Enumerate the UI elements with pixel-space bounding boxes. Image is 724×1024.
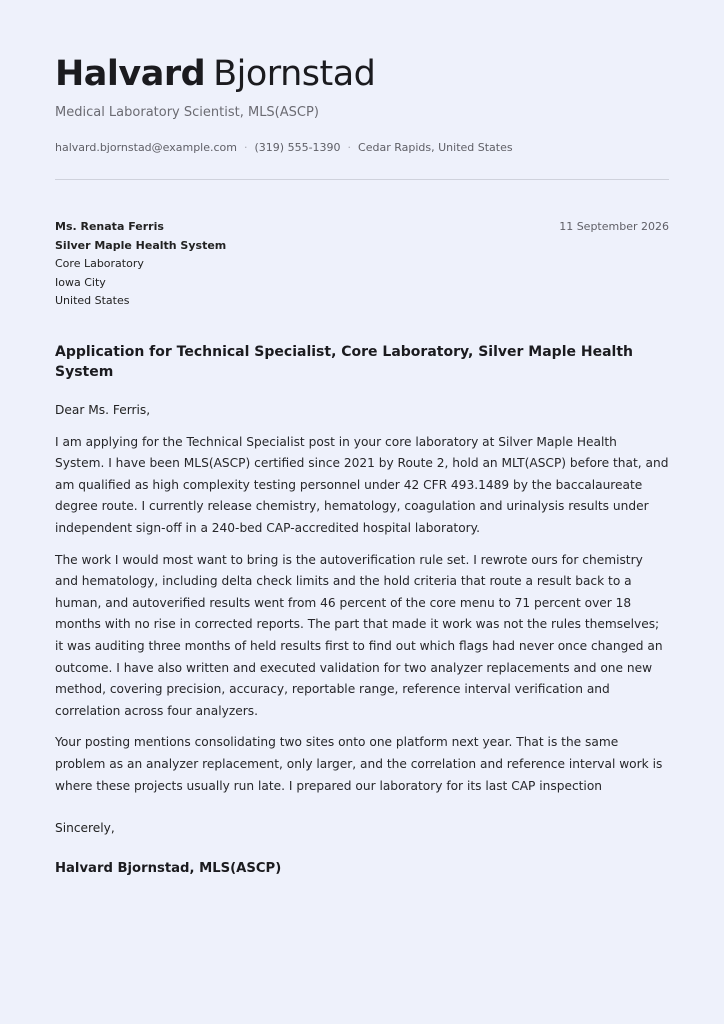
contact-location: Cedar Rapids, United States <box>358 141 513 154</box>
contact-phone: (319) 555-1390 <box>254 141 341 154</box>
letter-date: 11 September 2026 <box>559 220 669 233</box>
header-divider <box>55 179 669 180</box>
contact-separator: · <box>244 141 248 154</box>
recipient-name: Ms. Renata Ferris <box>55 220 164 233</box>
letter-paragraph: I am applying for the Technical Specialist post in your core laboratory at Silver Maple Health System. I have been MLS(ASCP) certified since 2021 by Route 2, hold an MLT(ASCP) before that, and am qualified as high complexity testing personnel under 42 CFR 493.1489 by the baccalaureate degree route. I currently release chemistry, hematology, coagulation and urinalysis results under independent sign-off in a 240-bed CAP-accredited hospital laboratory. <box>55 434 669 535</box>
address-block <box>55 218 669 312</box>
letter-subject: Application for Technical Specialist, Core Laboratory, Silver Maple Health System <box>55 344 633 380</box>
recipient-country: United States <box>55 294 130 308</box>
recipient-city: Iowa City <box>55 275 106 289</box>
applicant-job-title: Medical Laboratory Scientist, MLS(ASCP) <box>55 105 319 120</box>
applicant-last-name: Bjornstad <box>213 54 376 94</box>
applicant-first-name: Halvard <box>55 54 206 94</box>
applicant-name <box>55 52 669 96</box>
letter-paragraph: The work I would most want to bring is the autoverification rule set. I rewrote ours for chemistry and hematology, including delta check limits and the hold criteria that route a result back to a human, and autoverified results went from 46 percent of the core menu to 71 percent over 18 months with no rise in corrected reports. The part that made it work was not the rules themselves; it was auditing three months of held results first to find out which flags had never once changed an outcome. I have also written and executed validation for two analyzer replacements and one new method, covering precision, accuracy, reportable range, reference interval verification and correlation across four analyzers. <box>55 552 663 718</box>
letter-signature: Halvard Bjornstad, MLS(ASCP) <box>55 860 282 876</box>
contact-line <box>55 140 669 156</box>
letter-paragraph: Your posting mentions consolidating two sites onto one platform next year. That is the same problem as an analyzer replacement, only larger, and the correlation and reference interval work is where these projects usually run late. I prepared our laboratory for its last CAP inspection <box>55 735 663 793</box>
contact-email: halvard.bjornstad@example.com <box>55 141 237 154</box>
letter-closing: Sincerely, <box>55 821 115 836</box>
contact-separator: · <box>347 141 352 154</box>
recipient-department: Core Laboratory <box>55 257 144 271</box>
letter-salutation: Dear Ms. Ferris, <box>55 403 151 417</box>
recipient-organization: Silver Maple Health System <box>55 238 227 252</box>
